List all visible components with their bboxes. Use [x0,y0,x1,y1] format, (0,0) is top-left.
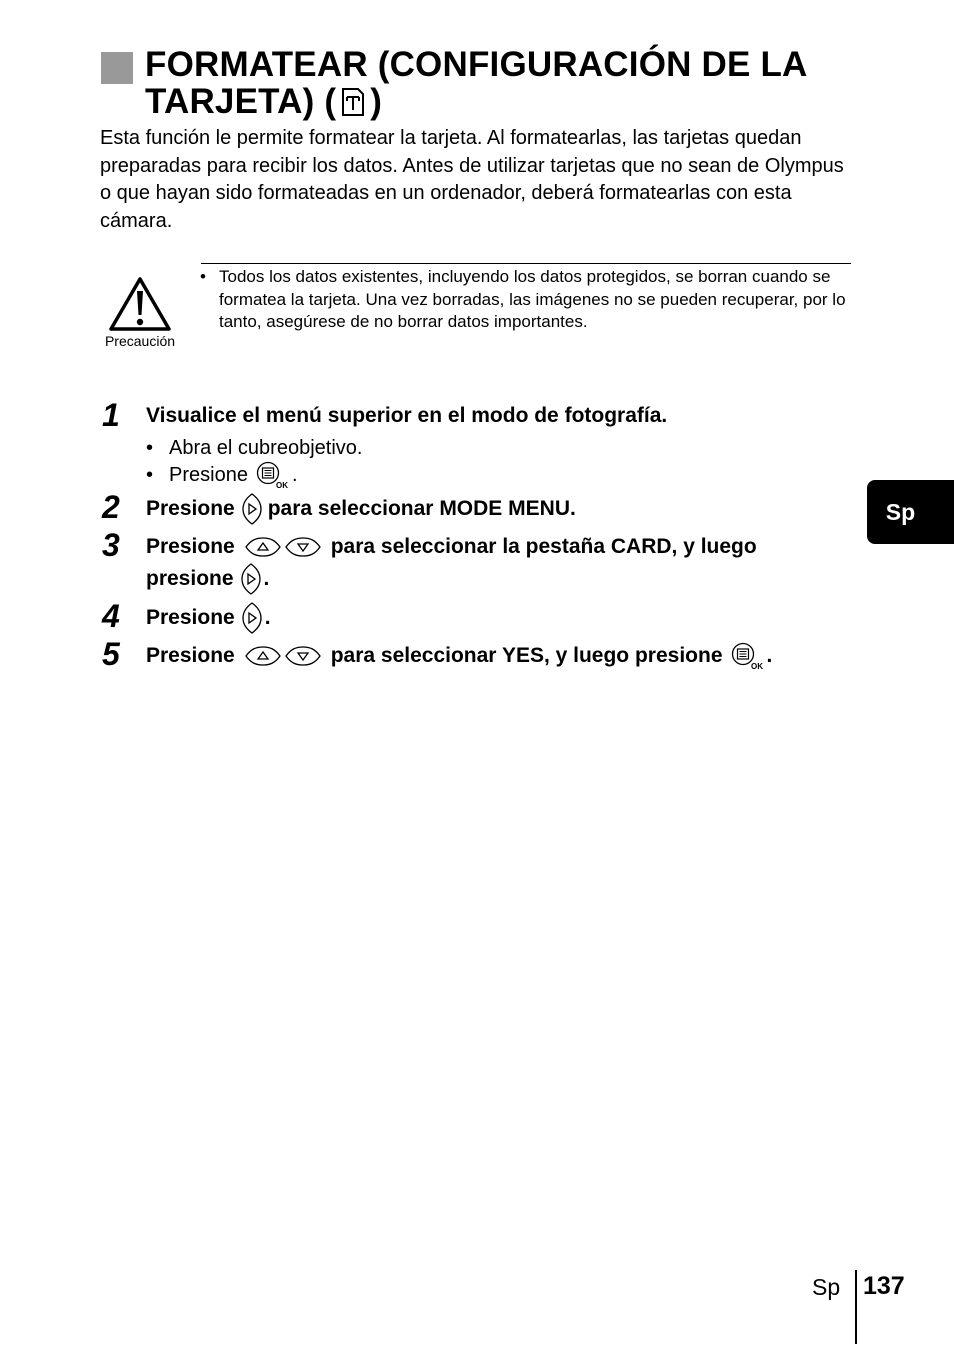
caution-bullet: • [200,267,206,286]
title-line-1: FORMATEAR (CONFIGURACIÓN DE LA [145,45,808,84]
step-1-sub-2 [146,461,298,489]
step-3-text-line-1 [146,531,757,563]
step-4-number: 4 [102,598,120,634]
step-1-number: 1 [102,397,120,433]
step-1-sub-2-bullet: • [146,464,154,486]
step-4-text-b: . [264,606,271,629]
step-2-text-b: para seleccionar MODE MENU. [267,497,576,520]
footer-language: Sp [812,1274,841,1300]
step-4-text-a: Presione [146,606,235,629]
arrow-right-button-icon [242,602,262,634]
arrow-right-button-icon [242,493,262,525]
page-title [145,46,905,120]
caution-text: Todos los datos existentes, incluyendo los datos protegidos, se borran cuando se formatea la tarjeta. Una vez borradas, las imágenes no se pueden recuperar, por lo tanto, asegúrese de no borrar datos importantes. [219,267,846,331]
arrow-down-button-icon [285,645,321,667]
step-1-sub-1-bullet: • [146,437,154,459]
ok-menu-button-icon [731,642,765,670]
step-3-number: 3 [102,527,120,563]
card-setup-icon [340,87,366,117]
arrow-down-button-icon [285,536,321,558]
step-5-text-a: Presione [146,644,235,667]
intro-paragraph: Esta función le permite formatear la tarjeta. Al formatearlas, las tarjetas quedan preparadas para recibir los datos. Antes de utilizar tarjetas que no sean de Olympus o que hayan sido formateadas en un ordenador, deberá formatearlas con esta cámara. [100,127,844,232]
step-2-number: 2 [102,489,120,525]
arrow-up-button-icon [245,645,281,667]
step-1-sub-1 [146,434,362,462]
step-2-text [146,493,576,525]
title-line-2-text: TARJETA) ( [145,82,337,121]
step-5-text-b: para seleccionar YES, y luego presione [330,644,723,667]
step-2-text-a: Presione [146,497,235,520]
step-1-sub-2-end: . [291,464,298,486]
language-side-tab: Sp [867,480,954,544]
step-5-number: 5 [102,636,120,672]
ok-label: OK [275,481,288,489]
step-3-text-c: presione [146,567,234,590]
caution-label: Precaución [104,333,176,349]
warning-triangle-icon [108,276,172,332]
step-3-text-line-2 [146,563,269,595]
step-1-sub-2-text: Presione [169,464,248,486]
step-3-text-d: . [263,567,270,590]
footer-divider [855,1270,857,1344]
ok-menu-button-icon [256,461,290,489]
caution-divider [201,263,851,264]
step-4-text [146,602,271,634]
step-3-text-a: Presione [146,535,235,558]
step-5-text-c: . [766,644,773,667]
ok-label: OK [750,662,763,670]
caution-note [200,266,860,334]
step-1-sub-1-text: Abra el cubreobjetivo. [169,437,363,459]
arrow-right-button-icon [241,563,261,595]
title-line-2 [145,83,905,120]
page-number: 137 [863,1272,905,1300]
title-line-2-close: ) [370,82,383,121]
step-1-text: Visualice el menú superior en el modo de fotografía. [146,404,668,427]
title-marker-square [101,52,133,84]
arrow-up-button-icon [245,536,281,558]
step-5-text [146,640,772,672]
step-3-text-b: para seleccionar la pestaña CARD, y luego [330,535,757,558]
